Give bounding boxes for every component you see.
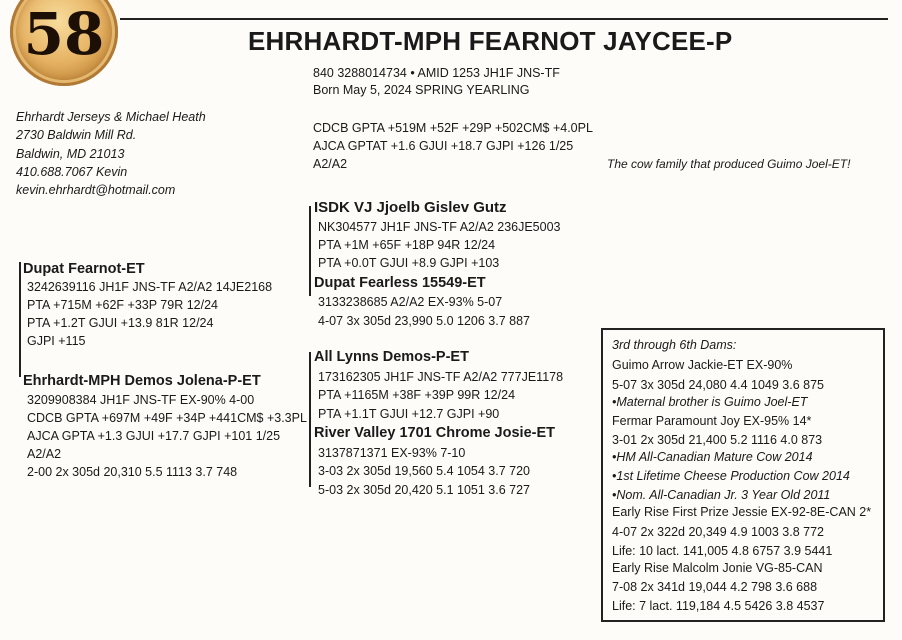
sire-sire-line: PTA +1M +65F +18P 94R 12/24 — [318, 238, 496, 252]
dam-dam-line: 3137871371 EX-93% 7-10 — [318, 446, 466, 460]
dams-box-line: 3-01 2x 305d 21,400 5.2 1116 4.0 873 — [612, 433, 823, 447]
dams-box-line: Early Rise Malcolm Jonie VG-85-CAN — [612, 561, 823, 575]
animal-name-title: EHRHARDT-MPH FEARNOT JAYCEE-P — [248, 26, 733, 56]
sire-pedigree-bracket — [309, 206, 311, 296]
dam-dam-line: 3-03 2x 305d 19,560 5.4 1054 3.7 720 — [318, 464, 530, 478]
dams-box-line: 7-08 2x 341d 19,044 4.2 798 3.6 688 — [612, 580, 818, 594]
sire-name: Dupat Fearnot-ET — [23, 261, 145, 277]
dams-box-line: 5-07 3x 305d 24,080 4.4 1049 3.6 875 — [612, 378, 824, 392]
ancestral-dams-box — [601, 328, 885, 622]
sire-dam-line: 3133238685 A2/A2 EX-93% 5-07 — [318, 295, 503, 309]
dam-sire-name: All Lynns Demos-P-ET — [314, 349, 469, 365]
dams-box-line: Fermar Paramount Joy EX-95% 14* — [612, 414, 812, 428]
main-pedigree-bracket — [19, 262, 21, 377]
dams-box-line: •Nom. All-Canadian Jr. 3 Year Old 2011 — [612, 488, 831, 502]
sire-line: GJPI +115 — [27, 334, 86, 348]
sire-sire-line: PTA +0.0T GJUI +8.9 GJPI +103 — [318, 256, 500, 270]
animal-a2-line: A2/A2 — [313, 157, 348, 171]
dam-line: 2-00 2x 305d 20,310 5.5 1113 3.7 748 — [27, 465, 238, 479]
consignor-address: 2730 Baldwin Mill Rd. — [16, 128, 137, 142]
dams-box-line: •Maternal brother is Guimo Joel-ET — [612, 395, 808, 409]
animal-cdcb-line: CDCB GPTA +519M +52F +29P +502CM$ +4.0PL — [313, 121, 593, 135]
animal-id-line: 840 3288014734 • AMID 1253 JH1F JNS-TF — [313, 66, 560, 80]
dams-box-line: Life: 10 lact. 141,005 4.8 6757 3.9 5441 — [612, 544, 833, 558]
dams-box-line: Early Rise First Prize Jessie EX-92-8E-CAN 2* — [612, 505, 872, 519]
animal-ajca-line: AJCA GPTAT +1.6 GJUI +18.7 GJPI +126 1/25 — [313, 139, 574, 153]
dam-sire-line: PTA +1165M +38F +39P 99R 12/24 — [318, 388, 516, 402]
dams-box-line: Life: 7 lact. 119,184 4.5 5426 3.8 4537 — [612, 599, 825, 613]
consignor-email: kevin.ehrhardt@hotmail.com — [16, 183, 176, 197]
lot-number: 58 — [23, 0, 105, 68]
header-rule — [120, 18, 888, 20]
dam-dam-name: River Valley 1701 Chrome Josie-ET — [314, 425, 555, 441]
dams-box-heading: 3rd through 6th Dams: — [612, 338, 737, 352]
sire-line: PTA +1.2T GJUI +13.9 81R 12/24 — [27, 316, 214, 330]
dam-name: Ehrhardt-MPH Demos Jolena-P-ET — [23, 373, 261, 389]
dams-box-line: •HM All-Canadian Mature Cow 2014 — [612, 450, 813, 464]
sire-line: 3242639116 JH1F JNS-TF A2/A2 14JE2168 — [27, 280, 273, 294]
dam-line: CDCB GPTA +697M +49F +34P +441CM$ +3.3PL — [27, 411, 307, 425]
dam-sire-line: 173162305 JH1F JNS-TF A2/A2 777JE1178 — [318, 370, 564, 384]
consignor-name: Ehrhardt Jerseys & Michael Heath — [16, 110, 206, 124]
dam-line: AJCA GPTA +1.3 GJUI +17.7 GJPI +101 1/25 — [27, 429, 281, 443]
lot-number-badge — [10, 0, 118, 86]
cow-family-tagline: The cow family that produced Guimo Joel-ET! — [607, 157, 851, 171]
sire-sire-line: NK304577 JH1F JNS-TF A2/A2 236JE5003 — [318, 220, 561, 234]
dams-box-line: Guimo Arrow Jackie-ET EX-90% — [612, 358, 793, 372]
dams-box-line: 4-07 2x 322d 20,349 4.9 1003 3.8 772 — [612, 525, 824, 539]
dam-sire-line: PTA +1.1T GJUI +12.7 GJPI +90 — [318, 407, 500, 421]
dam-line: A2/A2 — [27, 447, 62, 461]
dams-box-line: •1st Lifetime Cheese Production Cow 2014 — [612, 469, 850, 483]
consignor-city: Baldwin, MD 21013 — [16, 147, 125, 161]
animal-born-line: Born May 5, 2024 SPRING YEARLING — [313, 83, 530, 97]
sire-sire-name: ISDK VJ Jjoelb Gislev Gutz — [314, 199, 507, 216]
sire-line: PTA +715M +62F +33P 79R 12/24 — [27, 298, 218, 312]
consignor-phone: 410.688.7067 Kevin — [16, 165, 128, 179]
dam-pedigree-bracket — [309, 352, 311, 487]
sire-dam-line: 4-07 3x 305d 23,990 5.0 1206 3.7 887 — [318, 314, 530, 328]
dam-dam-line: 5-03 2x 305d 20,420 5.1 1051 3.6 727 — [318, 483, 530, 497]
sire-dam-name: Dupat Fearless 15549-ET — [314, 275, 486, 291]
dam-line: 3209908384 JH1F JNS-TF EX-90% 4-00 — [27, 393, 255, 407]
